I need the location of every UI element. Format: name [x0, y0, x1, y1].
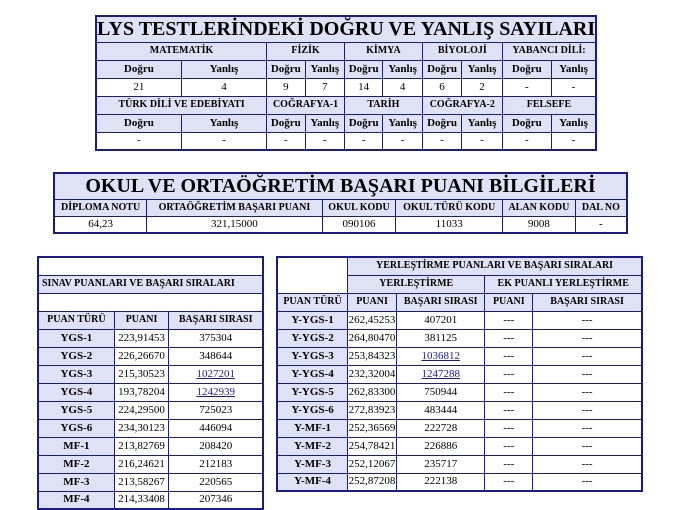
yerlestirme-table	[276, 256, 643, 492]
puani-cell: 213,58267	[114, 473, 169, 491]
count-cell: 2	[462, 78, 503, 96]
puani-cell: 213,82769	[114, 437, 169, 455]
dogru-label: Doğru	[344, 60, 382, 78]
okul-header-row	[54, 199, 627, 216]
count-cell: -	[551, 78, 596, 96]
lys-values-row-1	[96, 78, 596, 96]
dal-no-header: DAL NO	[575, 199, 627, 216]
puan-turu-cell: Y-MF-4	[277, 473, 348, 491]
sinav-row	[38, 437, 263, 455]
sinav-title: SINAV PUANLARI VE BAŞARI SIRALARI	[38, 275, 263, 293]
count-cell: -	[267, 132, 305, 150]
puan-turu-header: PUAN TÜRÜ	[38, 311, 114, 329]
ek-puani-cell: ---	[485, 419, 533, 437]
yanlis-label: Yanlış	[462, 60, 503, 78]
ek-puani-cell: ---	[485, 383, 533, 401]
puani-cell: 252,12067	[348, 455, 397, 473]
basari-sirasi-cell: 208420	[169, 437, 263, 455]
ek-basari-sirasi-cell: ---	[533, 455, 642, 473]
sinav-row	[38, 473, 263, 491]
obp-value: 321,15000	[147, 216, 322, 233]
okul-table	[53, 172, 628, 234]
count-cell: 4	[383, 78, 422, 96]
basari-sirasi-link[interactable]: 1247288	[421, 367, 460, 380]
count-cell: -	[502, 78, 551, 96]
alan-kodu-header: ALAN KODU	[503, 199, 576, 216]
subject-header: TARİH	[344, 96, 422, 114]
basari-sirasi-link[interactable]: 1242939	[196, 385, 235, 398]
dogru-label: Doğru	[422, 60, 461, 78]
puan-turu-cell: Y-YGS-6	[277, 401, 348, 419]
dogru-label: Doğru	[96, 114, 181, 132]
yanlis-label: Yanlış	[181, 114, 266, 132]
okul-turu-kodu-header: OKUL TÜRÜ KODU	[396, 199, 503, 216]
puan-turu-cell: Y-YGS-3	[277, 347, 348, 365]
count-cell: -	[462, 132, 503, 150]
diploma-notu-header: DİPLOMA NOTU	[54, 199, 147, 216]
sinav-row	[38, 419, 263, 437]
puani-cell: 214,33408	[114, 491, 169, 509]
puan-turu-cell: Y-YGS-5	[277, 383, 348, 401]
ek-puani-cell: ---	[485, 437, 533, 455]
yerlestirme-subheader: YERLEŞTİRME	[348, 275, 485, 293]
ek-basari-sirasi-cell: ---	[533, 419, 642, 437]
count-cell: -	[502, 132, 551, 150]
basari-sirasi-cell: 220565	[169, 473, 263, 491]
puani-cell: 234,30123	[114, 419, 169, 437]
basari-sirasi-cell: 348644	[169, 347, 263, 365]
puani-cell: 193,78204	[114, 383, 169, 401]
basari-sirasi-header: BAŞARI SIRASI	[169, 311, 263, 329]
ek-basari-sirasi-cell: ---	[533, 365, 642, 383]
puan-turu-cell: MF-4	[38, 491, 114, 509]
ek-puani-cell: ---	[485, 311, 533, 329]
ek-basari-sirasi-cell: ---	[533, 347, 642, 365]
puan-turu-cell: YGS-6	[38, 419, 114, 437]
yerlestirme-row	[277, 419, 642, 437]
ek-puanli-subheader: EK PUANLI YERLEŞTİRME	[485, 275, 642, 293]
sinav-row	[38, 347, 263, 365]
puan-turu-cell: Y-MF-1	[277, 419, 348, 437]
ek-basari-sirasi-cell: ---	[533, 473, 642, 491]
lys-title: LYS TESTLERİNDEKİ DOĞRU VE YANLIŞ SAYILARI	[96, 16, 596, 42]
dogru-label: Doğru	[422, 114, 461, 132]
dogru-yanlis-header-row	[96, 114, 596, 132]
count-cell: -	[181, 132, 266, 150]
dal-no-value: -	[575, 216, 627, 233]
basari-sirasi-cell: 207346	[169, 491, 263, 509]
puan-turu-cell: YGS-2	[38, 347, 114, 365]
count-cell: -	[383, 132, 422, 150]
puani-cell: 216,24621	[114, 455, 169, 473]
yerlestirme-row	[277, 347, 642, 365]
puani-cell: 223,91453	[114, 329, 169, 347]
lys-values-row-2	[96, 132, 596, 150]
basari-sirasi-link[interactable]: 1027201	[196, 367, 235, 380]
ek-basari-sirasi-cell: ---	[533, 383, 642, 401]
yanlis-label: Yanlış	[305, 114, 344, 132]
dogru-label: Doğru	[267, 114, 305, 132]
sinav-row	[38, 455, 263, 473]
alan-kodu-value: 9008	[503, 216, 576, 233]
lys-subject-row-2	[96, 96, 596, 114]
puan-turu-cell: Y-MF-3	[277, 455, 348, 473]
puani-cell: 264,80470	[348, 329, 397, 347]
puani-cell: 252,36569	[348, 419, 397, 437]
puani-cell: 226,26670	[114, 347, 169, 365]
yerlestirme-row	[277, 365, 642, 383]
basari-sirasi-cell: 483444	[397, 401, 485, 419]
yerlestirme-header-row	[277, 293, 642, 311]
okul-kodu-value: 090106	[322, 216, 396, 233]
subject-header: KİMYA	[344, 42, 422, 60]
count-cell: -	[344, 132, 382, 150]
dogru-label: Doğru	[502, 114, 551, 132]
puani-cell: 262,83300	[348, 383, 397, 401]
count-cell: 14	[344, 78, 382, 96]
ek-basari-sirasi-cell: ---	[533, 401, 642, 419]
dogru-label: Doğru	[344, 114, 382, 132]
basari-sirasi-cell: 407201	[397, 311, 485, 329]
puani-cell: 252,87208	[348, 473, 397, 491]
basari-sirasi-cell	[169, 365, 263, 383]
ek-puani-cell: ---	[485, 347, 533, 365]
yanlis-label: Yanlış	[305, 60, 344, 78]
subject-header: COĞRAFYA-1	[267, 96, 345, 114]
subject-header: YABANCI DİLİ:	[502, 42, 596, 60]
puani-header: PUANI	[348, 293, 397, 311]
yerlestirme-row	[277, 473, 642, 491]
subject-header: MATEMATİK	[96, 42, 267, 60]
yerlestirme-title: YERLEŞTİRME PUANLARI VE BAŞARI SIRALARI	[348, 257, 642, 275]
puani-cell: 215,30523	[114, 365, 169, 383]
obp-header: ORTAÖĞRETİM BAŞARI PUANI	[147, 199, 322, 216]
count-cell: -	[305, 132, 344, 150]
okul-values-row	[54, 216, 627, 233]
yerlestirme-row	[277, 401, 642, 419]
sinav-row	[38, 365, 263, 383]
lys-subject-row-1	[96, 42, 596, 60]
puan-turu-cell: YGS-3	[38, 365, 114, 383]
count-cell: 7	[305, 78, 344, 96]
sinav-row	[38, 383, 263, 401]
okul-kodu-header: OKUL KODU	[322, 199, 396, 216]
basari-sirasi-cell: 226886	[397, 437, 485, 455]
ek-puani-cell: ---	[485, 365, 533, 383]
puani-cell: 224,29500	[114, 401, 169, 419]
puan-turu-cell: YGS-4	[38, 383, 114, 401]
ek-puani-cell: ---	[485, 329, 533, 347]
basari-sirasi-cell: 222138	[397, 473, 485, 491]
sinav-header-row	[38, 311, 263, 329]
ek-basari-sirasi-cell: ---	[533, 329, 642, 347]
yanlis-label: Yanlış	[181, 60, 266, 78]
dogru-label: Doğru	[267, 60, 305, 78]
count-cell: -	[96, 132, 181, 150]
yanlis-label: Yanlış	[383, 60, 422, 78]
ek-basari-sirasi-cell: ---	[533, 311, 642, 329]
ek-puani-cell: ---	[485, 455, 533, 473]
subject-header: FELSEFE	[502, 96, 596, 114]
basari-sirasi-cell	[397, 347, 485, 365]
yerlestirme-row	[277, 455, 642, 473]
diploma-notu-value: 64,23	[54, 216, 147, 233]
puan-turu-header: PUAN TÜRÜ	[277, 293, 348, 311]
puani-cell: 262,45253	[348, 311, 397, 329]
yanlis-label: Yanlış	[551, 114, 596, 132]
yerlestirme-row	[277, 383, 642, 401]
puan-turu-cell: MF-1	[38, 437, 114, 455]
okul-title: OKUL VE ORTAÖĞRETİM BAŞARI PUANI BİLGİLERİ	[54, 173, 627, 199]
basari-sirasi-cell	[397, 365, 485, 383]
puani-cell: 253,84323	[348, 347, 397, 365]
basari-sirasi-cell	[169, 383, 263, 401]
count-cell: 21	[96, 78, 181, 96]
ek-puani-cell: ---	[485, 401, 533, 419]
okul-turu-kodu-value: 11033	[396, 216, 503, 233]
count-cell: 9	[267, 78, 305, 96]
puan-turu-cell: Y-MF-2	[277, 437, 348, 455]
basari-sirasi-cell: 446094	[169, 419, 263, 437]
dogru-yanlis-header-row	[96, 60, 596, 78]
yerlestirme-row	[277, 437, 642, 455]
puani-cell: 254,78421	[348, 437, 397, 455]
basari-sirasi-cell: 381125	[397, 329, 485, 347]
dogru-label: Doğru	[502, 60, 551, 78]
ek-basari-sirasi-cell: ---	[533, 437, 642, 455]
puan-turu-cell: MF-2	[38, 455, 114, 473]
puani-cell: 232,32004	[348, 365, 397, 383]
count-cell: 6	[422, 78, 461, 96]
yerlestirme-row	[277, 311, 642, 329]
subject-header: COĞRAFYA-2	[422, 96, 502, 114]
ek-puani-cell: ---	[485, 473, 533, 491]
puani-header: PUANI	[114, 311, 169, 329]
yerlestirme-row	[277, 329, 642, 347]
count-cell: -	[422, 132, 461, 150]
basari-sirasi-link[interactable]: 1036812	[421, 349, 460, 362]
basari-sirasi-header: BAŞARI SIRASI	[397, 293, 485, 311]
sinav-row	[38, 329, 263, 347]
subject-header: TÜRK DİLİ VE EDEBİYATI	[96, 96, 267, 114]
lys-table	[95, 15, 597, 151]
count-cell: 4	[181, 78, 266, 96]
basari-sirasi-cell: 750944	[397, 383, 485, 401]
puani-cell: 272,83923	[348, 401, 397, 419]
puan-turu-cell: Y-YGS-1	[277, 311, 348, 329]
puan-turu-cell: Y-YGS-2	[277, 329, 348, 347]
ek-basari-sirasi-header: BAŞARI SIRASI	[533, 293, 642, 311]
subject-header: BİYOLOJİ	[422, 42, 502, 60]
ek-puani-header: PUANI	[485, 293, 533, 311]
count-cell: -	[551, 132, 596, 150]
basari-sirasi-cell: 212183	[169, 455, 263, 473]
sinav-table	[37, 256, 264, 510]
puan-turu-cell: MF-3	[38, 473, 114, 491]
yanlis-label: Yanlış	[551, 60, 596, 78]
basari-sirasi-cell: 235717	[397, 455, 485, 473]
subject-header: FİZİK	[267, 42, 345, 60]
puan-turu-cell: YGS-1	[38, 329, 114, 347]
puan-turu-cell: Y-YGS-4	[277, 365, 348, 383]
puan-turu-cell: YGS-5	[38, 401, 114, 419]
sinav-row	[38, 401, 263, 419]
dogru-label: Doğru	[96, 60, 181, 78]
yanlis-label: Yanlış	[462, 114, 503, 132]
basari-sirasi-cell: 725023	[169, 401, 263, 419]
basari-sirasi-cell: 375304	[169, 329, 263, 347]
basari-sirasi-cell: 222728	[397, 419, 485, 437]
yanlis-label: Yanlış	[383, 114, 422, 132]
